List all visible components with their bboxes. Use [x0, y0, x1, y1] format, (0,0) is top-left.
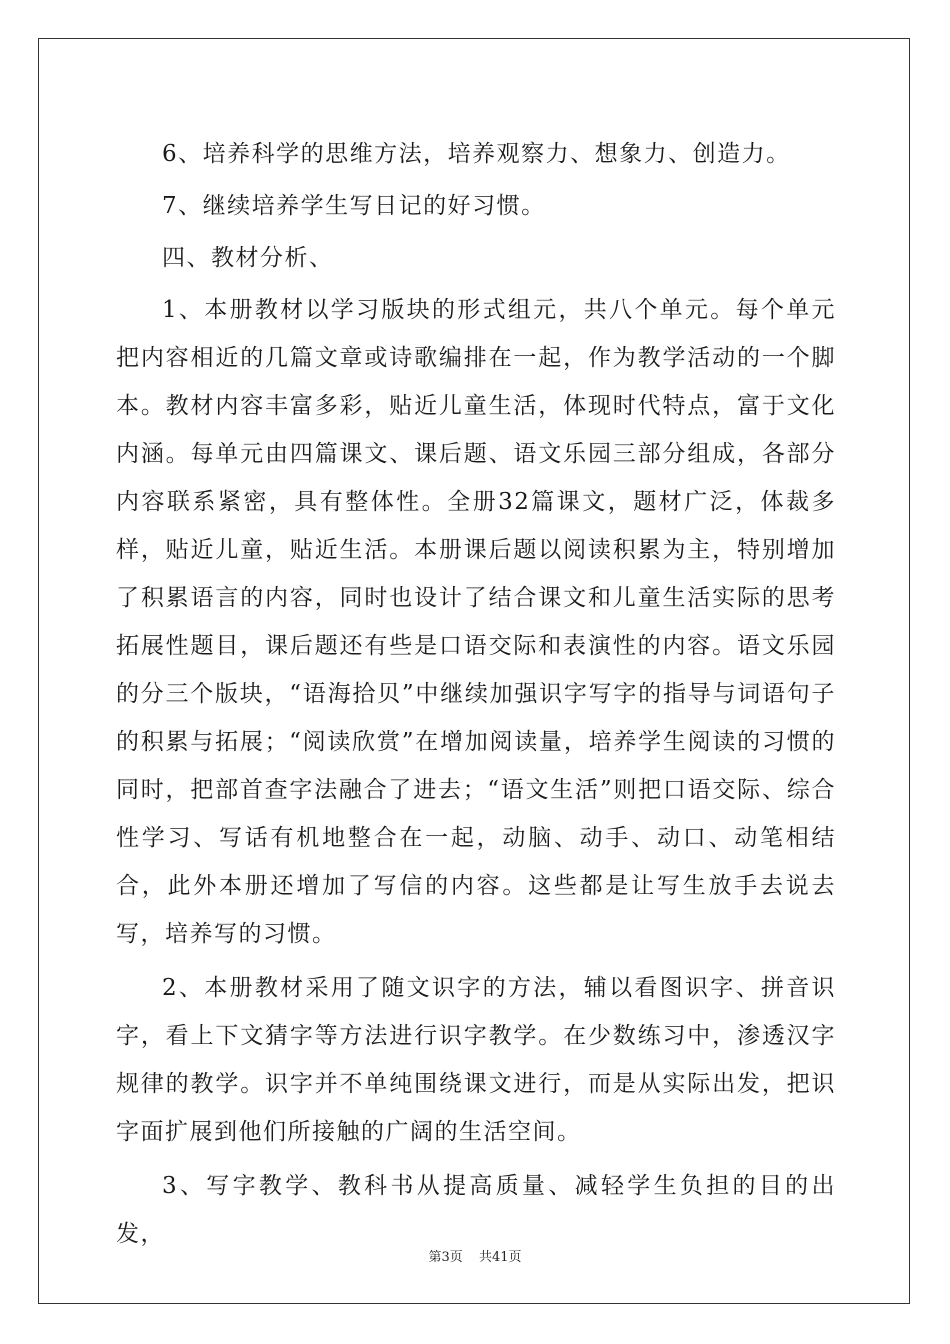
- paragraph-goal-7: 7、继续培养学生写日记的好习惯。: [162, 193, 546, 219]
- paragraph-analysis-3: 3、写字教学、教科书从提高质量、减轻学生负担的目的出发，: [116, 1173, 836, 1247]
- page-number: 第3页: [428, 1250, 463, 1265]
- paragraph-goal-6: 6、培养科学的思维方法，培养观察力、想象力、创造力。: [162, 141, 791, 167]
- section-heading-textbook-analysis: 四、教材分析、: [162, 245, 334, 271]
- paragraph-analysis-1: 1、本册教材以学习版块的形式组元，共八个单元。每个单元把内容相近的几篇文章或诗歌编排在一起，作为教学活动的一个脚本。教材内容丰富多彩，贴近儿童生活，体现时代特点，富于文化内涵。每单元由四篇课文、课后题、语文乐园三部分组成，各部分内容联系紧密，具有整体性。全册32篇课文，题材广泛，体裁多样，贴近儿童，贴近生活。本册课后题以阅读积累为主，特别增加了积累语言的内容，同时也设计了结合课文和儿童生活实际的思考拓展性题目，课后题还有些是口语交际和表演性的内容。语文乐园的分三个版块，“语海拾贝”中继续加强识字写字的指导与词语句子的积累与拓展；“阅读欣赏”在增加阅读量，培养学生阅读的习惯的同时，把部首查字法融合了进去；“语文生活”则把口语交际、综合性学习、写话有机地整合在一起，动脑、动手、动口、动笔相结合，此外本册还增加了写信的内容。这些都是让写生放手去说去写，培养写的习惯。: [116, 297, 836, 947]
- page-footer: [0, 1246, 950, 1265]
- page-total: 共41页: [478, 1250, 522, 1265]
- document-body: [116, 130, 836, 1262]
- paragraph-analysis-2: 2、本册教材采用了随文识字的方法，辅以看图识字、拼音识字，看上下文猜字等方法进行识字教学。在少数练习中，渗透汉字规律的教学。识字并不单纯围绕课文进行，而是从实际出发，把识字面扩展到他们所接触的广阔的生活空间。: [116, 975, 836, 1145]
